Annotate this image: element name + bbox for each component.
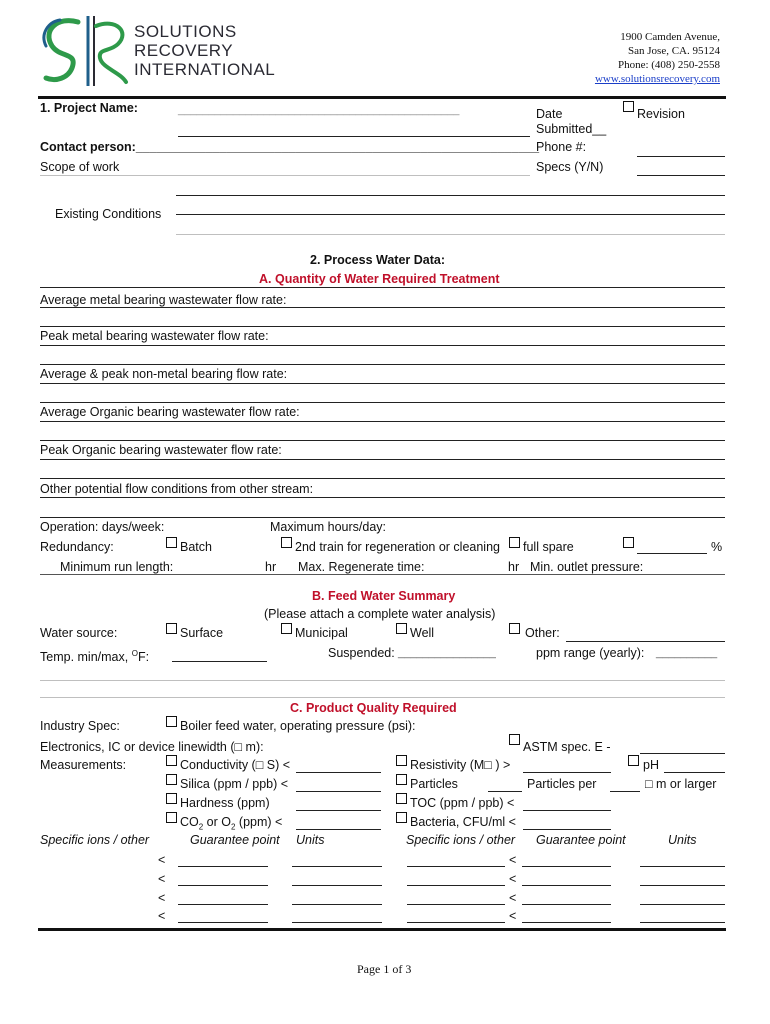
measurements-label: Measurements:	[40, 758, 127, 772]
other-flow-line2[interactable]	[40, 517, 725, 518]
ion-row-4-lt-right: <	[509, 909, 517, 923]
address-website[interactable]	[595, 72, 720, 86]
astm-field[interactable]	[640, 753, 725, 754]
ion-row-4-lt-left: <	[158, 909, 166, 923]
hr-unit-2: hr	[508, 560, 520, 574]
peak-metal-flow-field[interactable]	[40, 345, 725, 346]
ion-row-4-ion-right[interactable]	[407, 922, 505, 923]
avg-organic-flow-field[interactable]	[40, 421, 725, 422]
avg-organic-flow-label: Average Organic bearing wastewater flow rate:	[40, 405, 300, 419]
ph-checkbox[interactable]	[628, 755, 639, 766]
ion-row-3-ion-right[interactable]	[407, 904, 505, 905]
attach-analysis-note: (Please attach a complete water analysis)	[264, 607, 496, 621]
ph-field[interactable]	[664, 772, 725, 773]
particles-checkbox[interactable]	[396, 774, 407, 785]
ion-row-2-lt-right: <	[509, 872, 517, 886]
ion-row-1-lt-right: <	[509, 853, 517, 867]
resistivity-checkbox[interactable]	[396, 755, 407, 766]
peak-organic-flow-line2[interactable]	[40, 478, 725, 479]
toc-checkbox[interactable]	[396, 793, 407, 804]
particles-per-label: Particles per	[527, 777, 597, 791]
hardness-label: Hardness (ppm)	[180, 796, 270, 810]
co2-label	[180, 815, 282, 835]
co2-text-a: CO	[180, 815, 199, 829]
co2-subscript: 2	[198, 822, 204, 832]
other-source-checkbox[interactable]	[509, 623, 520, 634]
hardness-checkbox[interactable]	[166, 793, 177, 804]
feed-water-line2[interactable]	[40, 697, 725, 698]
well-checkbox[interactable]	[396, 623, 407, 634]
suspended-label: Suspended:	[328, 646, 395, 660]
date-label: Date	[536, 107, 563, 121]
quantity-top-line	[40, 287, 725, 288]
ppm-range-label: ppm range (yearly):	[536, 646, 645, 660]
existing-conditions-field[interactable]	[176, 214, 725, 215]
bottom-divider	[38, 928, 726, 931]
other-flow-field[interactable]	[40, 497, 725, 498]
product-quality-subtitle: C. Product Quality Required	[290, 701, 457, 715]
degree-symbol: O	[131, 649, 138, 658]
resistivity-field[interactable]	[523, 772, 611, 773]
ion-row-2-lt-left: <	[158, 872, 166, 886]
guarantee-header-1: Guarantee point	[190, 833, 280, 847]
temp-field[interactable]	[172, 661, 267, 662]
specs-label: Specs (Y/N)	[536, 160, 604, 174]
avg-organic-flow-line2[interactable]	[40, 440, 725, 441]
o2-subscript: 2	[231, 822, 236, 832]
avg-metal-flow-label: Average metal bearing wastewater flow rate:	[40, 293, 287, 307]
ion-row-4-guarantee-left[interactable]	[178, 922, 268, 923]
municipal-label: Municipal	[295, 626, 348, 640]
surface-checkbox[interactable]	[166, 623, 177, 634]
quantity-subtitle: A. Quantity of Water Required Treatment	[259, 272, 500, 286]
page-number: Page 1 of 3	[357, 962, 412, 976]
ion-row-1-guarantee-left[interactable]	[178, 866, 268, 867]
peak-organic-flow-label: Peak Organic bearing wastewater flow rate:	[40, 443, 282, 457]
batch-label: Batch	[180, 540, 212, 554]
ion-row-3-guarantee-right[interactable]	[522, 904, 611, 905]
specs-field[interactable]	[637, 175, 725, 176]
second-train-label: 2nd train for regeneration or cleaning	[295, 540, 500, 554]
ion-row-4-units-left[interactable]	[292, 922, 382, 923]
address-line2: San Jose, CA. 95124	[628, 45, 720, 57]
ion-row-4-units-right[interactable]	[640, 922, 725, 923]
surface-label: Surface	[180, 626, 224, 640]
company-name-line2: RECOVERY	[134, 41, 234, 60]
phone-label: Phone #:	[536, 140, 587, 154]
toc-label: TOC (ppm / ppb) <	[410, 796, 515, 810]
toc-field[interactable]	[523, 810, 611, 811]
project-name-line2	[178, 136, 530, 137]
logo-mark-icon	[38, 12, 134, 88]
existing-conditions-label: Existing Conditions	[55, 207, 162, 221]
peak-metal-flow-label: Peak metal bearing wastewater flow rate:	[40, 329, 269, 343]
operation-label: Operation: days/week:	[40, 520, 165, 534]
non-metal-flow-label: Average & peak non-metal bearing flow rate:	[40, 367, 288, 381]
other-source-field[interactable]	[566, 641, 725, 642]
specific-ions-header-1: Specific ions / other	[40, 833, 150, 847]
project-name-label: 1. Project Name:	[40, 101, 138, 115]
feed-water-line1[interactable]	[40, 680, 725, 681]
min-run-label: Minimum run length:	[60, 560, 174, 574]
percent-checkbox[interactable]	[623, 537, 634, 548]
company-name-line3: INTERNATIONAL	[134, 60, 276, 79]
header-divider	[38, 96, 726, 99]
astm-checkbox[interactable]	[509, 734, 520, 745]
other-source-label: Other:	[525, 626, 560, 640]
units-header-2: Units	[668, 833, 697, 847]
percent-field[interactable]	[637, 553, 707, 554]
ion-row-2-ion-right[interactable]	[407, 885, 505, 886]
ion-row-2-units-left[interactable]	[292, 885, 382, 886]
bacteria-label: Bacteria, CFU/ml <	[410, 815, 516, 829]
specific-ions-header-2: Specific ions / other	[406, 833, 516, 847]
batch-checkbox[interactable]	[166, 537, 177, 548]
phone-field[interactable]	[637, 156, 725, 157]
conductivity-field[interactable]	[296, 772, 381, 773]
co2-text-b: or O	[203, 815, 231, 829]
ion-row-4-guarantee-right[interactable]	[522, 922, 611, 923]
scope-of-work-field[interactable]	[40, 175, 530, 176]
full-spare-checkbox[interactable]	[509, 537, 520, 548]
existing-conditions-line2[interactable]	[176, 234, 725, 235]
max-hours-label: Maximum hours/day:	[270, 520, 387, 534]
conductivity-label: Conductivity (□ S) <	[180, 758, 291, 772]
co2-field[interactable]	[296, 829, 381, 830]
industry-spec-label: Industry Spec:	[40, 719, 120, 733]
project-name-field[interactable]: ______________________________________________	[178, 104, 460, 116]
conductivity-checkbox[interactable]	[166, 755, 177, 766]
suspended-field[interactable]: ________________	[398, 647, 496, 659]
temp-label-text: Temp. min/max,	[40, 650, 129, 665]
hardness-field[interactable]	[296, 810, 381, 811]
ion-row-1-lt-left: <	[158, 853, 166, 867]
min-outlet-field[interactable]	[40, 574, 725, 575]
non-metal-flow-line2[interactable]	[40, 402, 725, 403]
ion-row-3-lt-left: <	[158, 891, 166, 905]
ion-row-2-guarantee-left[interactable]	[178, 885, 268, 886]
particles-per-field[interactable]	[610, 791, 640, 792]
ion-row-3-units-left[interactable]	[292, 904, 382, 905]
co2-text-c: (ppm) <	[235, 815, 283, 829]
boiler-checkbox[interactable]	[166, 716, 177, 727]
full-spare-label: full spare	[523, 540, 574, 554]
ion-row-1-ion-right[interactable]	[407, 866, 505, 867]
peak-metal-flow-line2[interactable]	[40, 364, 725, 365]
scope-line2[interactable]	[176, 195, 725, 196]
min-outlet-label: Min. outlet pressure:	[530, 560, 644, 574]
silica-label: Silica (ppm / ppb) <	[180, 777, 289, 791]
company-name-line1: SOLUTIONS	[134, 22, 237, 41]
boiler-label: Boiler feed water, operating pressure (psi):	[180, 719, 416, 733]
revision-label: Revision	[637, 107, 685, 121]
particles-field[interactable]	[488, 791, 522, 792]
address-line1: 1900 Camden Avenue,	[620, 31, 720, 43]
guarantee-header-2: Guarantee point	[536, 833, 626, 847]
micron-label: □ m or larger	[645, 777, 717, 791]
silica-checkbox[interactable]	[166, 774, 177, 785]
ion-row-3-units-right[interactable]	[640, 904, 725, 905]
hr-unit-1: hr	[265, 560, 277, 574]
resistivity-label: Resistivity (M□ ) >	[410, 758, 511, 772]
temp-label	[40, 646, 149, 665]
ion-row-1-guarantee-right[interactable]	[522, 866, 611, 867]
other-flow-label: Other potential flow conditions from other stream:	[40, 482, 314, 496]
bacteria-checkbox[interactable]	[396, 812, 407, 823]
scope-of-work-label: Scope of work	[40, 160, 120, 174]
address-phone: Phone: (408) 250-2558	[617, 59, 720, 71]
feed-water-subtitle: B. Feed Water Summary	[312, 589, 456, 603]
ion-row-2-guarantee-right[interactable]	[522, 885, 611, 886]
percent-sign: %	[711, 540, 723, 554]
well-label: Well	[410, 626, 435, 640]
ppm-range-field[interactable]: __________	[656, 647, 718, 659]
ion-row-1-units-left[interactable]	[292, 866, 382, 867]
second-train-checkbox[interactable]	[281, 537, 292, 548]
silica-field[interactable]	[296, 791, 381, 792]
ion-row-3-lt-right: <	[509, 891, 517, 905]
ion-row-2-units-right[interactable]	[640, 885, 725, 886]
submitted-label: Submitted__	[536, 122, 607, 136]
non-metal-flow-field[interactable]	[40, 383, 725, 384]
max-regen-label: Max. Regenerate time:	[298, 560, 425, 574]
units-header-1: Units	[296, 833, 325, 847]
ion-row-1-units-right[interactable]	[640, 866, 725, 867]
redundancy-label: Redundancy:	[40, 540, 114, 554]
electronics-label: Electronics, IC or device linewidth (□ m):	[40, 740, 264, 754]
ion-row-3-guarantee-left[interactable]	[178, 904, 268, 905]
astm-label: ASTM spec. E -	[523, 740, 611, 754]
particles-label: Particles	[410, 777, 458, 791]
water-source-label: Water source:	[40, 626, 118, 640]
process-water-title: 2. Process Water Data:	[310, 253, 446, 267]
co2-checkbox[interactable]	[166, 812, 177, 823]
municipal-checkbox[interactable]	[281, 623, 292, 634]
revision-checkbox[interactable]	[623, 101, 634, 112]
peak-organic-flow-field[interactable]	[40, 459, 725, 460]
temp-unit: F:	[137, 650, 150, 665]
avg-metal-flow-field[interactable]	[40, 307, 725, 308]
bacteria-field[interactable]	[523, 829, 611, 830]
avg-metal-flow-line2[interactable]	[40, 326, 725, 327]
ph-label: pH	[643, 758, 659, 772]
website-link[interactable]: www.solutionsrecovery.com	[594, 73, 720, 85]
contact-person-label[interactable]: Contact person:__________________________________________________________	[40, 140, 540, 154]
